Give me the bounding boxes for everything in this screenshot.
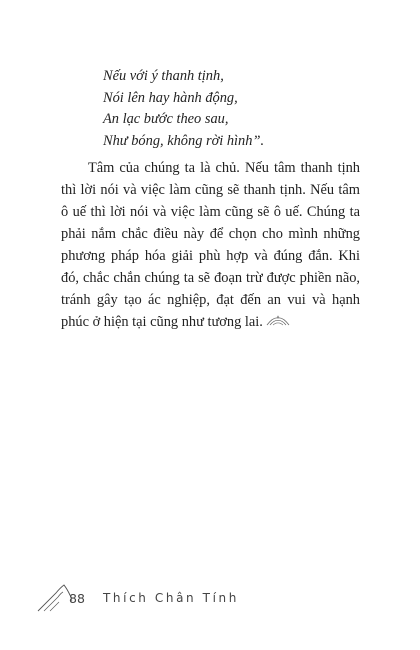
paragraph-line: thì lời nói và việc làm cũng sẽ thanh tịnh. Nếu tâm xyxy=(61,182,360,198)
page-number: 88 xyxy=(69,591,85,606)
end-mountain-icon xyxy=(266,314,290,326)
paragraph-line xyxy=(61,311,360,333)
paragraph-line: đó, chắc chắn chúng ta sẽ đoạn trừ được phiền não, xyxy=(61,270,360,286)
verse-line: An lạc bước theo sau, xyxy=(103,111,229,127)
paragraph-line: Tâm của chúng ta là chủ. Nếu tâm thanh tịnh xyxy=(88,160,360,176)
paragraph-line: tránh gây tạo ác nghiệp, đạt đến an vui và hạnh xyxy=(61,292,360,308)
paragraph-line: phải nắm chắc điều này để chọn cho mình những xyxy=(61,226,360,242)
paragraph-line: phương pháp hóa giải phù hợp và đúng đắn. Khi xyxy=(61,248,360,264)
verse-line: Như bóng, không rời hình”. xyxy=(103,132,265,149)
paragraph-last-text: phúc ở hiện tại cũng như tương lai. xyxy=(61,314,263,330)
verse-block xyxy=(103,66,363,152)
verse-line: Nói lên hay hành động, xyxy=(103,89,238,106)
body-paragraph xyxy=(61,157,360,333)
paragraph-line: ô uế thì lời nói và việc làm cũng sẽ ô uế. Chúng ta xyxy=(61,204,360,220)
verse-line: Nếu với ý thanh tịnh, xyxy=(103,68,224,84)
author-name: Thích Chân Tính xyxy=(103,591,239,605)
